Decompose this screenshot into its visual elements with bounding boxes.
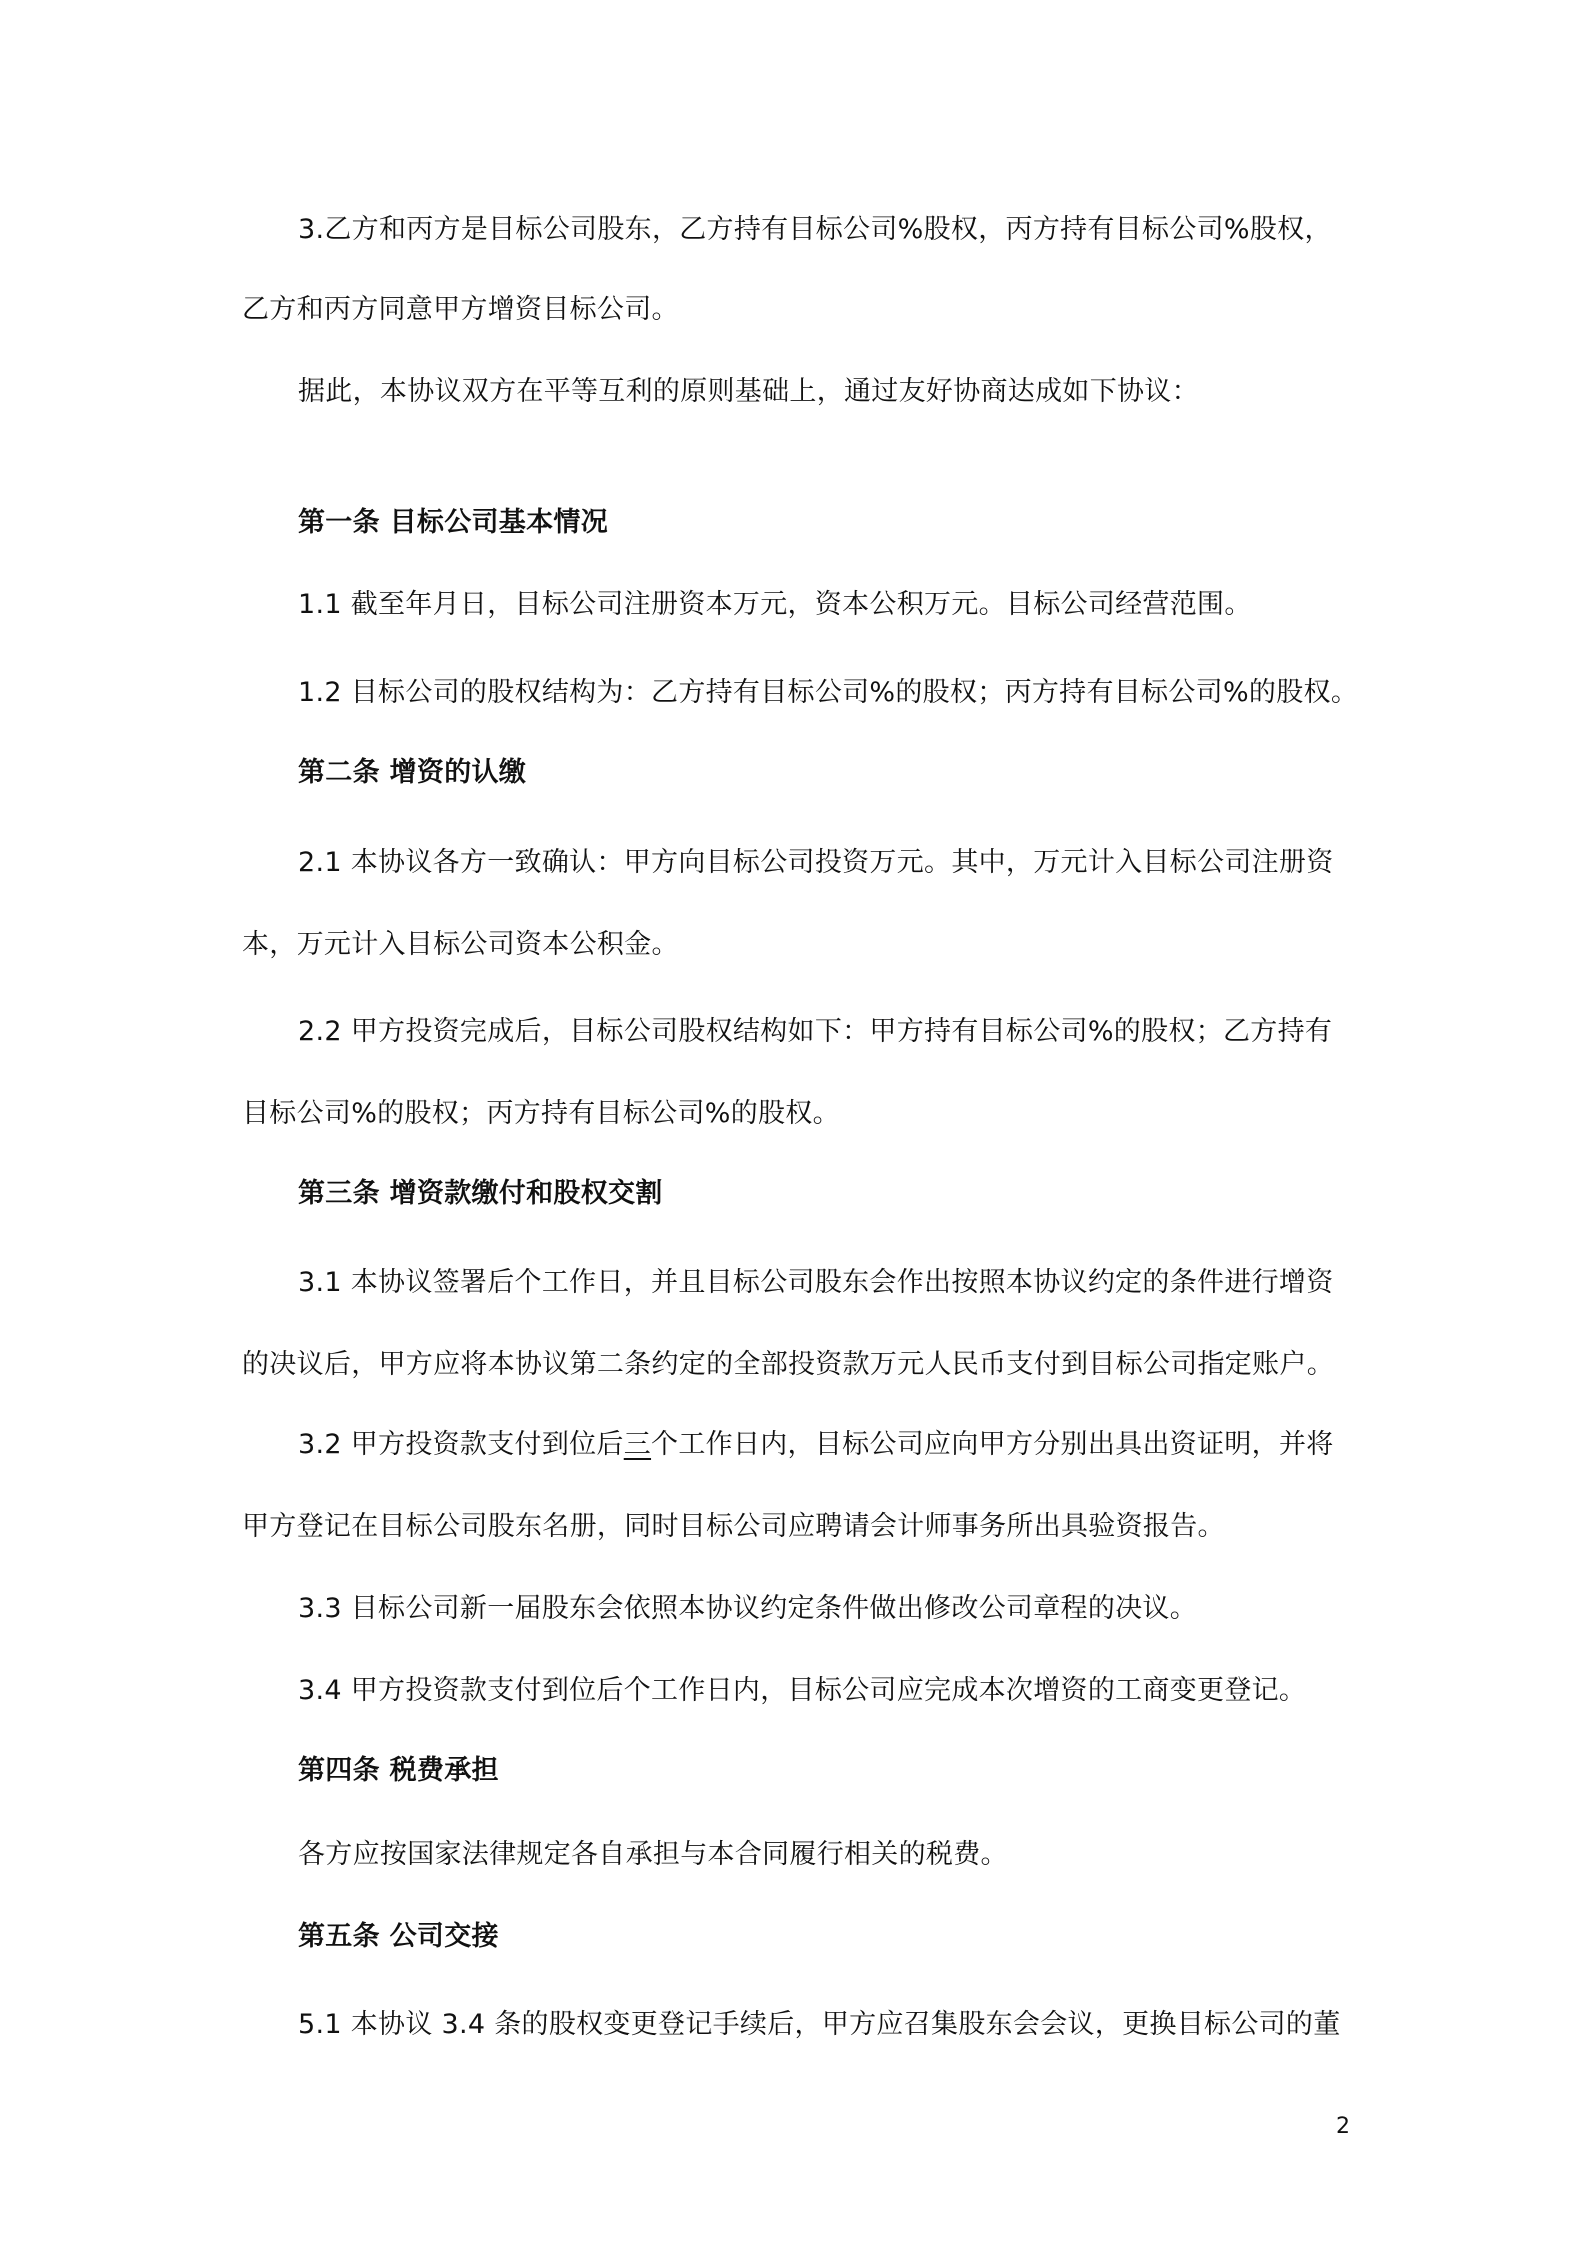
paragraph-line: 3.1 本协议签署后个工作日，并且目标公司股东会作出按照本协议约定的条件进行增资 <box>298 1267 1334 1298</box>
paragraph-line <box>298 1425 1334 1465</box>
paragraph-line: 1.1 截至年月日，目标公司注册资本万元，资本公积万元。目标公司经营范围。 <box>298 589 1252 620</box>
paragraph-line: 本，万元计入目标公司资本公积金。 <box>242 929 679 960</box>
paragraph-line: 据此，本协议双方在平等互利的原则基础上，通过友好协商达成如下协议： <box>298 376 1199 407</box>
paragraph-line: 3.3 目标公司新一届股东会依照本协议约定条件做出修改公司章程的决议。 <box>298 1593 1198 1624</box>
section-heading: 第三条 增资款缴付和股权交割 <box>298 1178 663 1209</box>
paragraph-line: 各方应按国家法律规定各自承担与本合同履行相关的税费。 <box>298 1839 1008 1870</box>
paragraph-line: 的决议后，甲方应将本协议第二条约定的全部投资款万元人民币支付到目标公司指定账户。 <box>242 1349 1334 1380</box>
section-heading: 第四条 税费承担 <box>298 1755 499 1786</box>
section-heading: 第五条 公司交接 <box>298 1921 499 1952</box>
paragraph-line: 甲方登记在目标公司股东名册，同时目标公司应聘请会计师事务所出具验资报告。 <box>242 1511 1225 1542</box>
text-run: 3.2 甲方投资款支付到位后 <box>298 1429 624 1460</box>
text-run: 个工作日内，目标公司应向甲方分别出具出资证明，并将 <box>651 1429 1334 1460</box>
paragraph-line: 2.1 本协议各方一致确认：甲方向目标公司投资万元。其中，万元计入目标公司注册资 <box>298 847 1334 878</box>
underlined-text: 三 <box>623 1429 652 1460</box>
section-heading: 第二条 增资的认缴 <box>298 757 527 788</box>
paragraph-line: 1.2 目标公司的股权结构为：乙方持有目标公司%的股权；丙方持有目标公司%的股权。 <box>298 677 1359 708</box>
paragraph-line: 3.乙方和丙方是目标公司股东，乙方持有目标公司%股权，丙方持有目标公司%股权， <box>298 214 1332 245</box>
paragraph-line: 5.1 本协议 3.4 条的股权变更登记手续后，甲方应召集股东会会议，更换目标公司的董 <box>298 2009 1341 2040</box>
section-heading: 第一条 目标公司基本情况 <box>298 507 608 538</box>
page-number: 2 <box>1336 2114 1350 2139</box>
paragraph-line: 乙方和丙方同意甲方增资目标公司。 <box>242 294 679 325</box>
paragraph-line: 目标公司%的股权；丙方持有目标公司%的股权。 <box>242 1098 840 1129</box>
paragraph-line: 3.4 甲方投资款支付到位后个工作日内，目标公司应完成本次增资的工商变更登记。 <box>298 1675 1307 1706</box>
paragraph-line: 2.2 甲方投资完成后，目标公司股权结构如下：甲方持有目标公司%的股权；乙方持有 <box>298 1016 1333 1047</box>
